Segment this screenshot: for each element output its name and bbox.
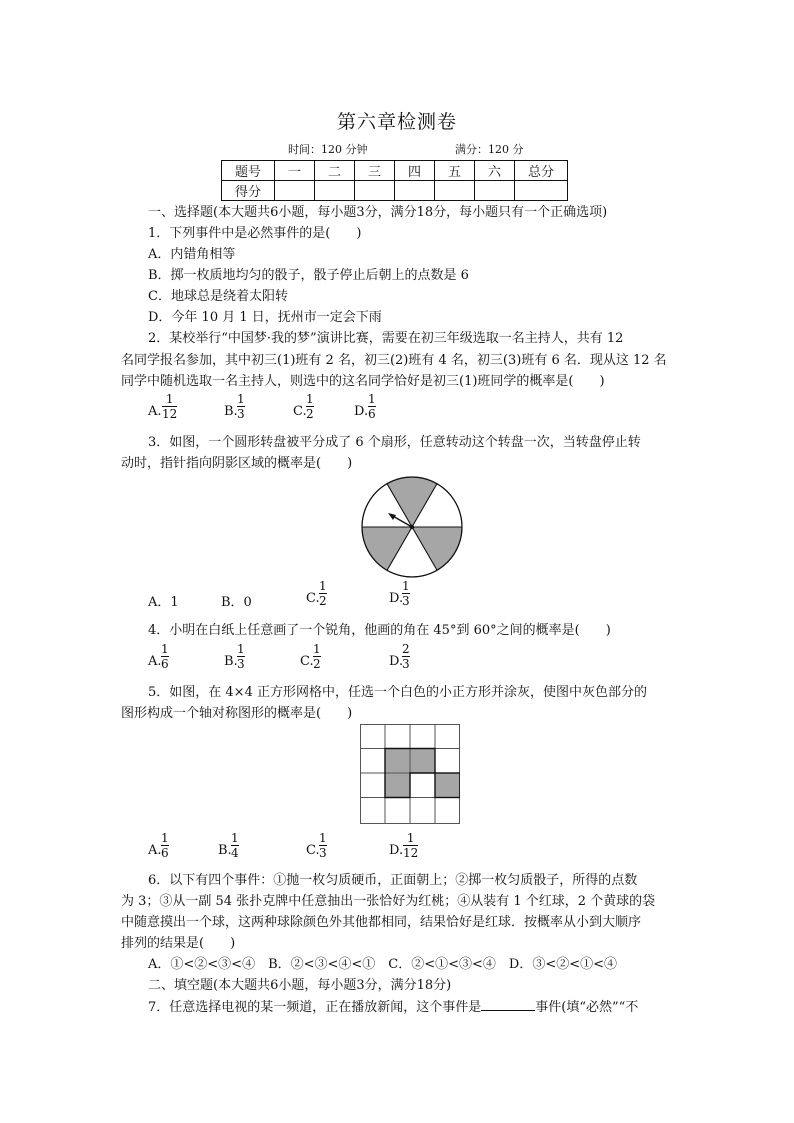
score-cell: 题号 xyxy=(222,161,275,181)
question-1-option-d: D．今年 10 月 1 日，抚州市一定会下雨 xyxy=(148,310,382,325)
numerator: 1 xyxy=(161,642,169,656)
gray-square xyxy=(435,773,460,798)
question-4-stem: 4．小明在白纸上任意画了一个锐角，他画的角在 45°到 60°之间的概率是( ) xyxy=(148,623,611,638)
score-entry[interactable] xyxy=(475,181,515,201)
fraction xyxy=(162,392,177,421)
fraction xyxy=(368,392,376,421)
numerator: 1 xyxy=(231,831,239,845)
full-score: 满分：120 分 xyxy=(455,143,524,156)
question-2-line: 名同学报名参加，其中初三(1)班有 2 名，初三(2)班有 4 名，初三(3)班有 6 名．现从这 12 名 xyxy=(121,353,667,368)
fraction xyxy=(319,831,327,860)
denominator: 2 xyxy=(313,657,321,671)
score-cell: 五 xyxy=(435,161,475,181)
score-table-score-row xyxy=(222,181,568,201)
question-1-option-b: B．掷一枚质地均匀的骰子，骰子停止后朝上的点数是 6 xyxy=(148,268,469,283)
option-label: C. xyxy=(306,591,320,606)
option-label: A. xyxy=(148,404,162,419)
question-6-line: 排列的结果是( ) xyxy=(121,936,236,951)
option-label: A. xyxy=(148,843,162,858)
fraction xyxy=(403,831,418,860)
denominator: 4 xyxy=(231,846,239,860)
question-6-options: A．①<②<③<④ B．②<③<④<① C．②<①<③<④ D．③<②<①<④ xyxy=(148,957,618,972)
gray-square xyxy=(385,773,410,798)
question-2-option-c xyxy=(293,392,314,421)
numerator: 2 xyxy=(402,642,410,656)
question-4-option-b xyxy=(224,642,245,671)
score-cell: 四 xyxy=(395,161,435,181)
fraction xyxy=(161,831,169,860)
option-label: C. xyxy=(293,404,307,419)
numerator: 1 xyxy=(165,392,174,406)
question-2-option-a xyxy=(148,392,178,421)
denominator: 6 xyxy=(161,846,169,860)
denominator: 12 xyxy=(162,407,178,421)
score-entry[interactable] xyxy=(395,181,435,201)
fraction xyxy=(237,642,245,671)
denominator: 3 xyxy=(319,846,327,860)
question-2-line: 2．某校举行“中国梦·我的梦”演讲比赛，需要在初三年级选取一名主持人，共有 12 xyxy=(148,331,624,346)
numerator: 1 xyxy=(319,831,327,845)
question-3-line: 动时，指针指向阴影区域的概率是( ) xyxy=(121,456,353,471)
numerator: 1 xyxy=(406,831,415,845)
grid-figure xyxy=(360,724,460,824)
denominator: 12 xyxy=(403,846,419,860)
denominator: 3 xyxy=(402,657,410,671)
section-heading: 二、填空题(本大题共6小题，每小题3分，满分18分) xyxy=(148,978,452,993)
question-6-line: 6．以下有四个事件：①抛一枚匀质硬币，正面朝上；②掷一枚匀质骰子，所得的点数 xyxy=(148,873,638,888)
question-5-option-a xyxy=(148,831,169,860)
question-1-option-a: A．内错角相等 xyxy=(148,247,236,262)
fraction xyxy=(237,392,245,421)
numerator: 1 xyxy=(368,392,376,406)
denominator: 3 xyxy=(237,657,245,671)
question-5-option-d xyxy=(389,831,419,860)
score-entry[interactable] xyxy=(435,181,475,201)
question-2-option-b xyxy=(224,392,245,421)
score-cell: 总分 xyxy=(515,161,568,181)
numerator: 1 xyxy=(402,579,410,593)
numerator: 1 xyxy=(161,831,169,845)
question-5-line: 5．如图，在 4×4 正方形网格中，任选一个白色的小正方形并涂灰，使图中灰色部分的 xyxy=(148,685,647,700)
question-3-line: 3．如图，一个圆形转盘被平分成了 6 个扇形，任意转动这个转盘一次，当转盘停止转 xyxy=(148,435,641,450)
denominator: 6 xyxy=(161,657,169,671)
fraction xyxy=(319,579,327,608)
numerator: 1 xyxy=(237,642,245,656)
option-label: D. xyxy=(389,591,404,606)
numerator: 1 xyxy=(237,392,245,406)
denominator: 3 xyxy=(402,594,410,608)
gray-square xyxy=(410,749,435,774)
question-5-option-b xyxy=(218,831,239,860)
question-6-line: 为 3；③从一副 54 张扑克牌中任意抽出一张恰好为红桃；④从装有 1 个红球，2 个黄球的袋 xyxy=(121,894,656,909)
question-4-option-d xyxy=(389,642,410,671)
question-7-text: 7．任意选择电视的某一频道，正在播放新闻，这个事件是 xyxy=(148,1000,482,1015)
option-label: C. xyxy=(306,843,320,858)
option-label: C. xyxy=(300,654,314,669)
question-5-line: 图形构成一个轴对称图形的概率是( ) xyxy=(121,706,353,721)
option-label: B. xyxy=(218,843,232,858)
denominator: 2 xyxy=(306,407,314,421)
question-1-stem: 1．下列事件中是必然事件的是( ) xyxy=(148,226,362,241)
question-3-option-a: A．1 xyxy=(148,595,179,610)
question-3-option-b: B．0 xyxy=(221,595,252,610)
numerator: 1 xyxy=(313,642,321,656)
score-entry[interactable] xyxy=(515,181,568,201)
denominator: 3 xyxy=(237,407,245,421)
score-entry[interactable] xyxy=(355,181,395,201)
question-2-option-d xyxy=(354,392,376,421)
denominator: 2 xyxy=(319,594,327,608)
question-6-line: 中随意摸出一个球，这两种球除颜色外其他都相同，结果恰好是红球．按概率从小到大顺序 xyxy=(121,915,642,930)
fraction xyxy=(402,579,410,608)
gray-square xyxy=(385,749,410,774)
denominator: 6 xyxy=(368,407,376,421)
fraction xyxy=(402,642,410,671)
question-4-option-c xyxy=(300,642,321,671)
option-label: D. xyxy=(354,404,369,419)
question-2-line: 同学中随机选取一名主持人，则选中的这名同学恰好是初三(1)班同学的概率是( ) xyxy=(121,374,605,389)
numerator: 1 xyxy=(319,579,327,593)
score-cell: 三 xyxy=(355,161,395,181)
score-cell: 一 xyxy=(275,161,315,181)
score-entry[interactable] xyxy=(315,181,355,201)
score-cell: 二 xyxy=(315,161,355,181)
option-label: A. xyxy=(148,654,162,669)
fraction xyxy=(306,392,314,421)
fraction xyxy=(313,642,321,671)
question-5-option-c xyxy=(306,831,327,860)
question-7-stem xyxy=(148,998,638,1017)
score-table-header-row xyxy=(222,161,568,181)
score-cell: 得分 xyxy=(222,181,275,201)
question-7-text: 事件(填“必然”“不 xyxy=(535,1000,639,1015)
option-label: D. xyxy=(389,654,404,669)
option-label: D. xyxy=(389,843,404,858)
option-label: B. xyxy=(224,404,238,419)
score-cell: 六 xyxy=(475,161,515,181)
numerator: 1 xyxy=(306,392,314,406)
question-3-option-d xyxy=(389,579,410,608)
spinner-center xyxy=(410,525,414,529)
option-label: B. xyxy=(224,654,238,669)
fraction xyxy=(231,831,239,860)
score-table xyxy=(221,160,568,201)
question-4-option-a xyxy=(148,642,169,671)
score-entry[interactable] xyxy=(275,181,315,201)
time-limit: 时间：120 分钟 xyxy=(288,143,368,156)
question-1-option-c: C．地球总是绕着太阳转 xyxy=(148,289,288,304)
spinner-figure xyxy=(360,475,464,579)
fraction xyxy=(161,642,169,671)
section-heading: 一、选择题(本大题共6小题，每小题3分，满分18分，每小题只有一个正确选项) xyxy=(148,205,608,220)
page-title: 第六章检测卷 xyxy=(336,111,457,133)
answer-blank[interactable] xyxy=(481,998,535,1011)
question-3-option-c xyxy=(306,579,327,608)
